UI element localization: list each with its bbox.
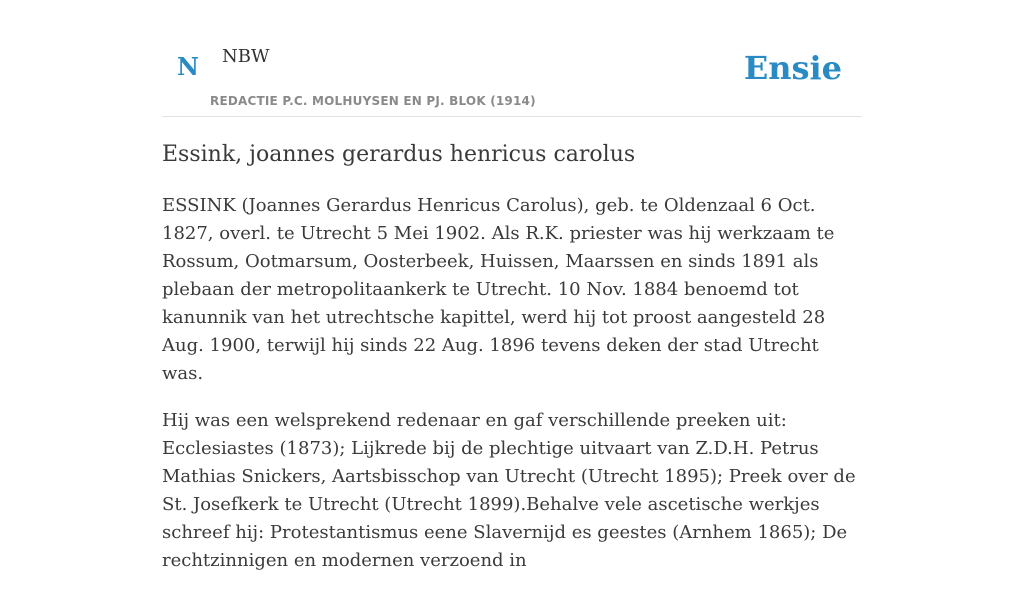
article-paragraph: ESSINK (Joannes Gerardus Henricus Carolus), geb. te Oldenzaal 6 Oct. 1827, overl. te Utrecht 5 Mei 1902. Als R.K. priester was hij werkzaam te Rossum, Ootmarsum, Oosterbeek, Huissen, Maarssen en sinds 1891 als plebaan der metropolitaankerk te Utrecht. 10 Nov. 1884 benoemd tot kanunnik van het utrechtsche kapittel, werd hij tot proost aangesteld 28 Aug. 1900, terwijl hij sinds 22 Aug. 1896 tevens deken der stad Utrecht was. [162,195,835,384]
article-paragraph: Hij was een welsprekend redenaar en gaf verschillende preeken uit: Ecclesiastes (1873); Lijkrede bij de plechtige uitvaart van Z.D.H. Petrus Mathias Snickers, Aartsbisschop van Utrecht (Utrecht 1895); Preek over de St. Josefkerk te Utrecht (Utrecht 1899).Behalve vele ascetische werkjes schreef hij: Protestantismus eene Slavernijd es geestes (Arnhem 1865); De rechtzinnigen en modernen verzoend in [162,410,856,571]
brand-logo[interactable]: Ensie [743,49,842,87]
header [162,0,862,117]
source-logo-icon[interactable]: N [177,52,199,81]
article-body [162,192,862,594]
source-title[interactable]: NBW [222,46,270,67]
source-subtitle: REDACTIE P.C. MOLHUYSEN EN PJ. BLOK (1914) [210,94,536,108]
page-title: Essink, joannes gerardus henricus carolus [162,142,636,167]
